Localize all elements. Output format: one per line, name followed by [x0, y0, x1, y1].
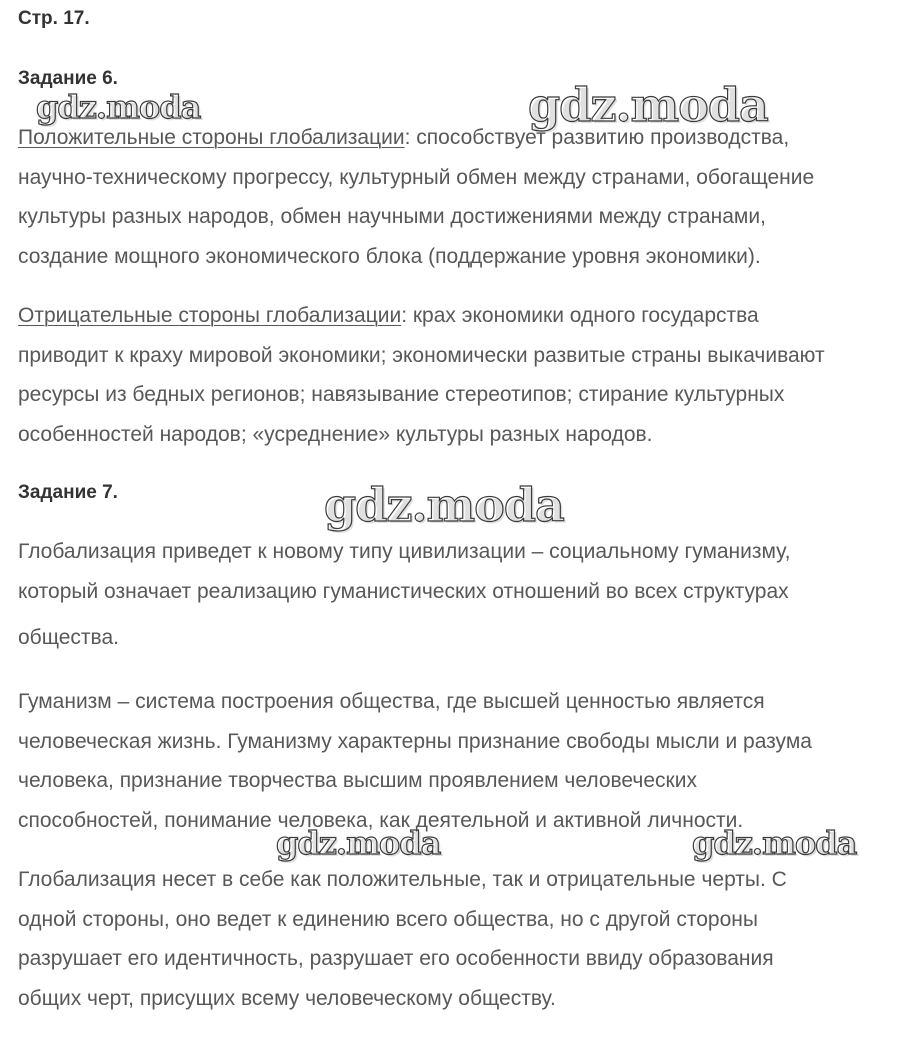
- text-line: научно-техническому прогрессу, культурный обмен между странами, обогащение: [18, 165, 815, 189]
- watermark-logo: gdz.moda: [276, 824, 441, 862]
- task-7-heading: Задание 7.: [18, 482, 118, 503]
- task-6-positive-paragraph: [18, 118, 908, 276]
- task-7-paragraph-3: [18, 860, 908, 1018]
- text-line: Гуманизм – система построения общества, где высшей ценностью является: [18, 690, 765, 713]
- text-line: приводит к краху мировой экономики; экономически развитые страны выкачивают: [18, 343, 825, 367]
- task-6-heading: Задание 6.: [18, 68, 118, 89]
- watermark-logo: gdz.moda: [692, 824, 857, 862]
- positive-sides-label: Положительные стороны глобализации: [18, 126, 405, 149]
- text-line: особенностей народов; «усреднение» культуры разных народов.: [18, 422, 653, 446]
- page-title: Стр. 17.: [18, 8, 90, 29]
- text-line: Глобализация несет в себе как положительные, так и отрицательные черты. С: [18, 868, 787, 891]
- watermark-logo: gdz.moda: [528, 78, 768, 132]
- text-line: общих черт, присущих всему человеческому обществу.: [18, 986, 556, 1010]
- text-line: Отрицательные стороны глобализации: крах экономики одного государства: [18, 304, 759, 327]
- task-7-paragraph-2: [18, 682, 908, 840]
- text-line: создание мощного экономического блока (поддержание уровня экономики).: [18, 244, 761, 268]
- text-line: человеческая жизнь. Гуманизму характерны признание свободы мысли и разума: [18, 729, 812, 753]
- text-line: Положительные стороны глобализации: способствует развитию производства,: [18, 126, 790, 149]
- text-line: Глобализация приведет к новому типу цивилизации – социальному гуманизму,: [18, 540, 791, 563]
- text-line: ресурсы из бедных регионов; навязывание стереотипов; стирание культурных: [18, 383, 785, 406]
- text-line: который означает реализацию гуманистических отношений во всех структурах: [18, 580, 789, 603]
- task-7-paragraph-1: [18, 532, 908, 658]
- watermark-logo: gdz.moda: [36, 88, 201, 126]
- text-line: культуры разных народов, обмен научными достижениями между странами,: [18, 205, 766, 228]
- text-line: разрушает его идентичность, разрушает его особенности ввиду образования: [18, 947, 774, 970]
- text-line: способностей, понимание человека, как деятельной и активной личности.: [18, 808, 744, 832]
- watermark-logo: gdz.moda: [324, 478, 564, 532]
- text-line: одной стороны, оно ведет к единению всего общества, но с другой стороны: [18, 907, 758, 931]
- text-line: человека, признание творчества высшим проявлением человеческих: [18, 769, 697, 792]
- negative-sides-label: Отрицательные стороны глобализации: [18, 304, 402, 327]
- text-line: общества.: [18, 626, 119, 649]
- task-6-negative-paragraph: [18, 296, 908, 454]
